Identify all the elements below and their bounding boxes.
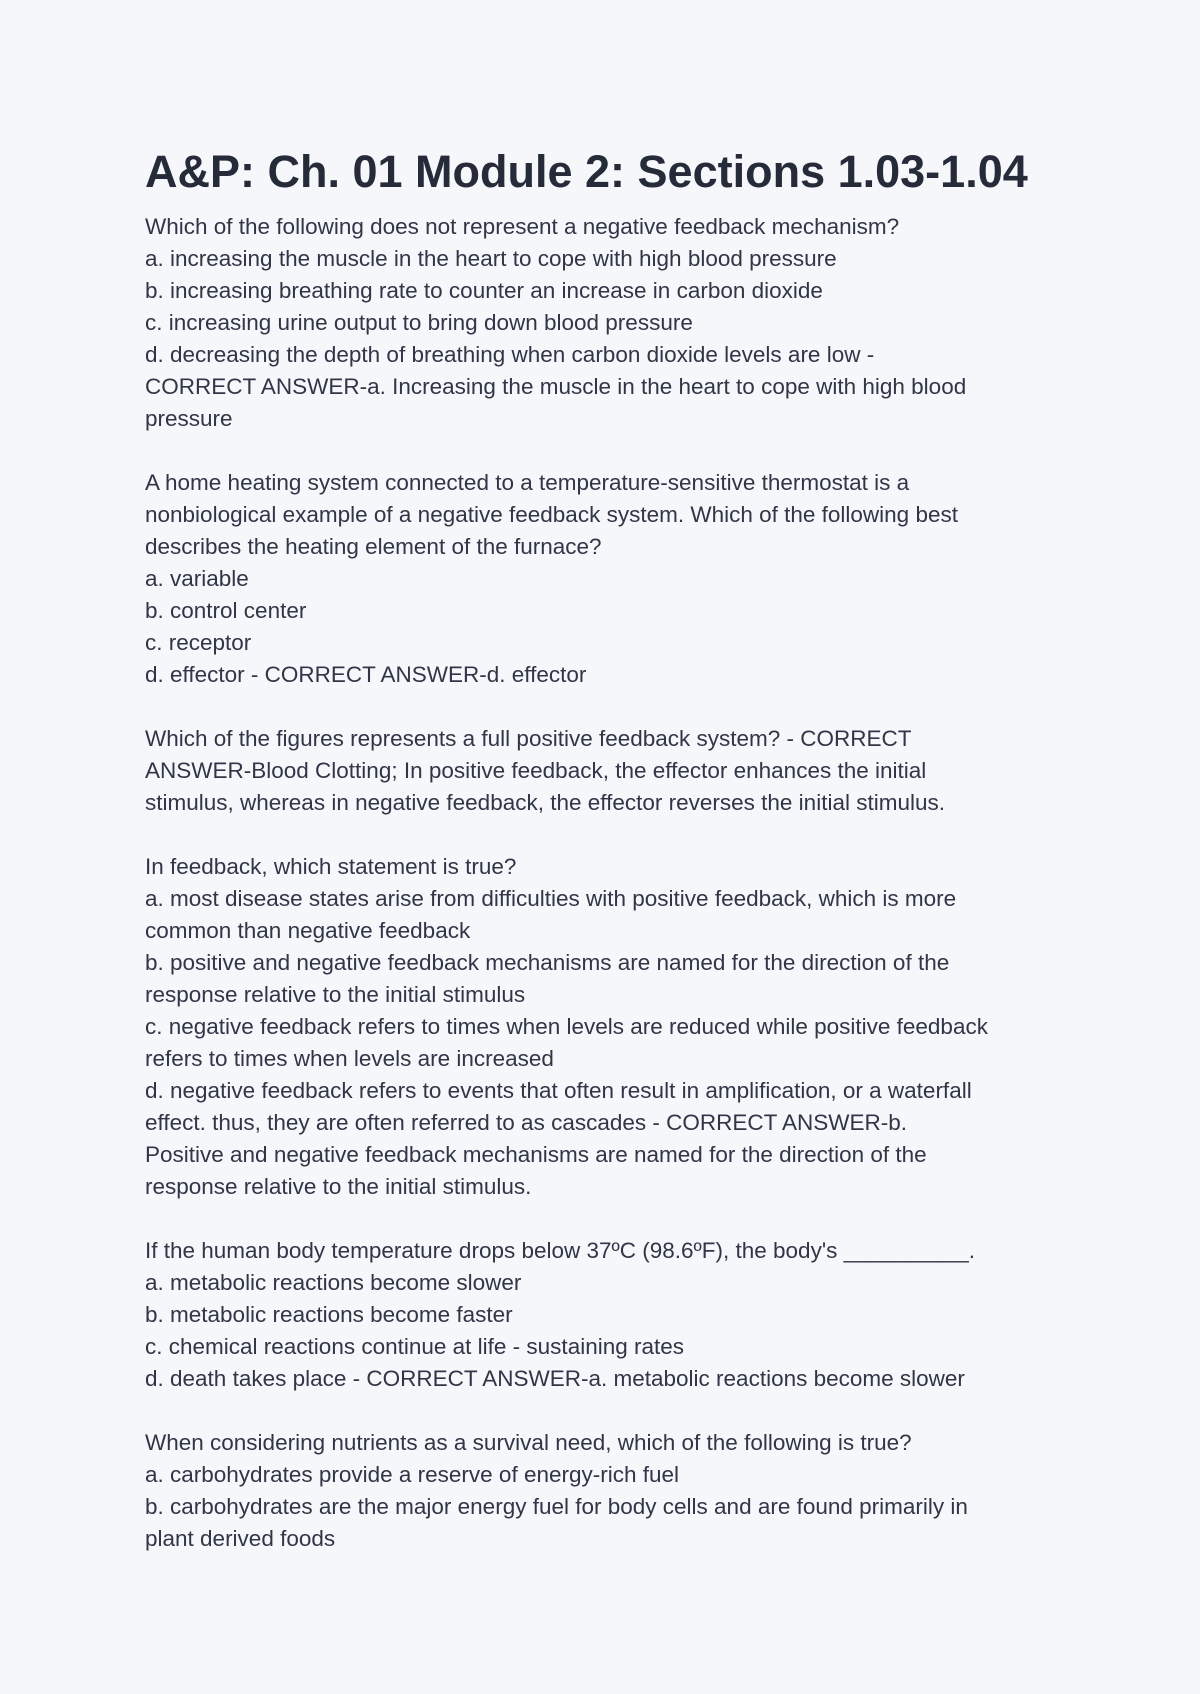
text-line: b. metabolic reactions become faster	[145, 1302, 513, 1327]
document-page	[145, 145, 1075, 1587]
text-line: b. carbohydrates are the major energy fuel for body cells and are found primarily in	[145, 1494, 968, 1519]
text-line: d. decreasing the depth of breathing when carbon dioxide levels are low -	[145, 342, 875, 367]
text-line: c. chemical reactions continue at life - sustaining rates	[145, 1334, 685, 1359]
text-line: response relative to the initial stimulus	[145, 982, 526, 1007]
text-line: c. receptor	[145, 630, 252, 655]
question-block	[145, 851, 1075, 1203]
text-line: A home heating system connected to a temperature-sensitive thermostat is a	[145, 470, 910, 495]
text-line: pressure	[145, 406, 233, 431]
text-line: effect. thus, they are often referred to as cascades - CORRECT ANSWER-b.	[145, 1110, 907, 1135]
text-line: ANSWER-Blood Clotting; In positive feedback, the effector enhances the initial	[145, 758, 927, 783]
text-line: b. control center	[145, 598, 307, 623]
text-line: a. metabolic reactions become slower	[145, 1270, 522, 1295]
text-line: d. negative feedback refers to events that often result in amplification, or a waterfall	[145, 1078, 972, 1103]
text-line: a. carbohydrates provide a reserve of energy-rich fuel	[145, 1462, 680, 1487]
text-line: Which of the figures represents a full positive feedback system? - CORRECT	[145, 726, 912, 751]
document-title: A&P: Ch. 01 Module 2: Sections 1.03-1.04	[145, 146, 1028, 197]
text-line: plant derived foods	[145, 1526, 336, 1551]
text-line: If the human body temperature drops below 37ºC (98.6ºF), the body's __________.	[145, 1238, 975, 1263]
question-block	[145, 1235, 1075, 1395]
text-line: CORRECT ANSWER-a. Increasing the muscle in the heart to cope with high blood	[145, 374, 967, 399]
text-line: c. negative feedback refers to times when levels are reduced while positive feedback	[145, 1014, 988, 1039]
text-line: b. positive and negative feedback mechanisms are named for the direction of the	[145, 950, 950, 975]
text-line: response relative to the initial stimulus.	[145, 1174, 532, 1199]
text-line: Positive and negative feedback mechanisms are named for the direction of the	[145, 1142, 927, 1167]
question-block	[145, 467, 1075, 691]
text-line: stimulus, whereas in negative feedback, the effector reverses the initial stimulus.	[145, 790, 945, 815]
text-line: b. increasing breathing rate to counter an increase in carbon dioxide	[145, 278, 823, 303]
text-line: In feedback, which statement is true?	[145, 854, 517, 879]
question-block	[145, 1427, 1075, 1555]
text-line: d. effector - CORRECT ANSWER-d. effector	[145, 662, 587, 687]
question-block	[145, 723, 1075, 819]
text-line: common than negative feedback	[145, 918, 471, 943]
text-line: a. increasing the muscle in the heart to cope with high blood pressure	[145, 246, 837, 271]
text-line: When considering nutrients as a survival need, which of the following is true?	[145, 1430, 912, 1455]
question-block	[145, 211, 1075, 435]
text-line: d. death takes place - CORRECT ANSWER-a. metabolic reactions become slower	[145, 1366, 965, 1391]
text-line: a. variable	[145, 566, 249, 591]
text-line: refers to times when levels are increased	[145, 1046, 554, 1071]
text-line: describes the heating element of the furnace?	[145, 534, 602, 559]
text-line: nonbiological example of a negative feedback system. Which of the following best	[145, 502, 958, 527]
text-line: Which of the following does not represent a negative feedback mechanism?	[145, 214, 900, 239]
text-line: c. increasing urine output to bring down blood pressure	[145, 310, 693, 335]
text-line: a. most disease states arise from difficulties with positive feedback, which is more	[145, 886, 957, 911]
question-list	[145, 211, 1075, 1555]
